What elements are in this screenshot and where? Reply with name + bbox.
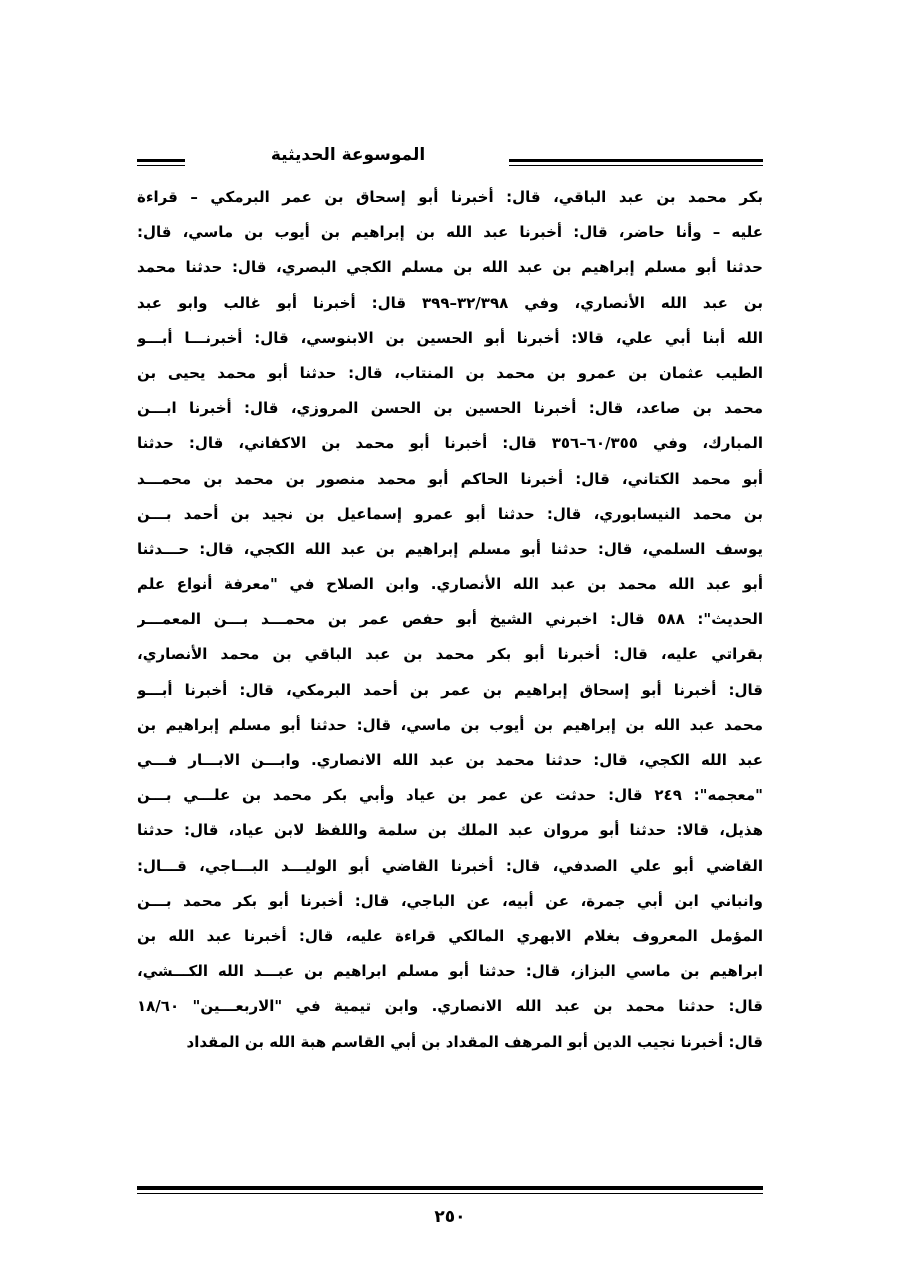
- text-line: بكر محمد بن عبد الباقي، قال: أخبرنا أبو إسحاق بن عمر البرمكي – قراءة: [137, 188, 763, 206]
- header-rule-right: [509, 159, 763, 166]
- footer-rule: [137, 1186, 763, 1194]
- text-line: الحديث": ٥٨٨ قال: اخبرني الشيخ أبو حفص عمر بن محمـــد بـــن المعمـــر: [137, 610, 763, 629]
- text-line: ابراهيم بن ماسي البزاز، قال: حدثنا أبو مسلم ابراهيم بن عبـــد الله الكـــشي،: [137, 962, 763, 981]
- text-line: الطيب عثمان بن عمرو بن محمد بن المنتاب، قال: حدثنا أبو محمد يحيى بن: [137, 363, 763, 382]
- body-text: [137, 180, 763, 1060]
- text-line: بن عبد الله الأنصاري، وفي ٣٢/٣٩٨–٣٩٩ قال: أخبرنا أبو غالب وابو عبد: [137, 293, 763, 312]
- text-line: المبارك، وفي ٦٠/٣٥٥–٣٥٦ قال: أخبرنا أبو محمد بن الاكفاني، قال: حدثنا: [137, 434, 763, 453]
- text-line: أبو عبد الله محمد بن عبد الله الأنصاري. وابن الصلاح في "معرفة أنواع علم: [137, 575, 763, 594]
- text-line: عليه – وأنا حاضر، قال: أخبرنا عبد الله بن إبراهيم بن أيوب بن ماسي، قال:: [137, 223, 763, 242]
- text-line: محمد بن صاعد، قال: أخبرنا الحسين بن الحسن المروزي، قال: أخبرنا ابـــن: [137, 399, 763, 418]
- text-line: القاضي أبو علي الصدفي، قال: أخبرنا القاضي أبو الوليـــد البـــاجي، قـــال:: [137, 856, 763, 875]
- page-header: [137, 140, 763, 180]
- text-line: هذيل، قالا: حدثنا أبو مروان عبد الملك بن سلمة واللفظ لابن عياد، قال: حدثنا: [137, 821, 763, 840]
- text-line: بن محمد النيسابوري، قال: حدثنا أبو عمرو إسماعيل بن نجيد بن أحمد بـــن: [137, 504, 763, 523]
- text-line: "معجمه": ٢٤٩ قال: حدثت عن عمر بن عياد وأبي بكر محمد بن علـــي بـــن: [137, 786, 763, 805]
- text-line: يوسف السلمي، قال: حدثنا أبو مسلم إبراهيم بن عبد الله الكجي، قال: حـــدثنا: [137, 539, 763, 558]
- page-number: ٢٥٠: [434, 1207, 466, 1227]
- text-line: بقراتي عليه، قال: أخبرنا أبو بكر محمد بن عبد الباقي بن محمد الأنصاري،: [137, 645, 763, 664]
- text-line: أبو محمد الكتاني، قال: أخبرنا الحاكم أبو محمد منصور بن محمد بن محمـــد: [137, 469, 763, 488]
- text-line: وانباني ابن أبي جمرة، عن أبيه، عن الباجي، قال: أخبرنا أبو بكر محمد بـــن: [137, 891, 763, 910]
- text-line: قال: أخبرنا نجيب الدين أبو المرهف المقداد بن أبي القاسم هبة الله بن المقداد: [186, 1032, 763, 1051]
- text-line: محمد عبد الله بن إبراهيم بن أيوب بن ماسي، قال: حدثنا أبو مسلم إبراهيم بن: [137, 715, 763, 734]
- page-title: الموسوعة الحديثية: [270, 145, 426, 165]
- text-line: حدثنا أبو مسلم إبراهيم بن عبد الله بن مسلم الكجي البصري، قال: حدثنا محمد: [137, 258, 763, 277]
- text-line: عبد الله الكجي، قال: حدثنا محمد بن عبد الله الانصاري. وابـــن الابـــار فـــي: [137, 751, 763, 769]
- header-rule-left: [137, 159, 185, 166]
- text-line: قال: أخبرنا أبو إسحاق إبراهيم بن عمر بن أحمد البرمكي، قال: أخبرنا أبـــو: [137, 680, 763, 699]
- text-line: الله أبنا أبي علي، قالا: أخبرنا أبو الحسين بن الابنوسي، قال: أخبرنـــا أبـــو: [137, 328, 763, 347]
- text-line: قال: حدثنا محمد بن عبد الله الانصاري. وابن تيمية في "الاربعـــين" ١٨/٦٠: [137, 997, 763, 1016]
- text-line: المؤمل المعروف بغلام الابهري المالكي قراءة عليه، قال: أخبرنا عبد الله بن: [137, 926, 763, 945]
